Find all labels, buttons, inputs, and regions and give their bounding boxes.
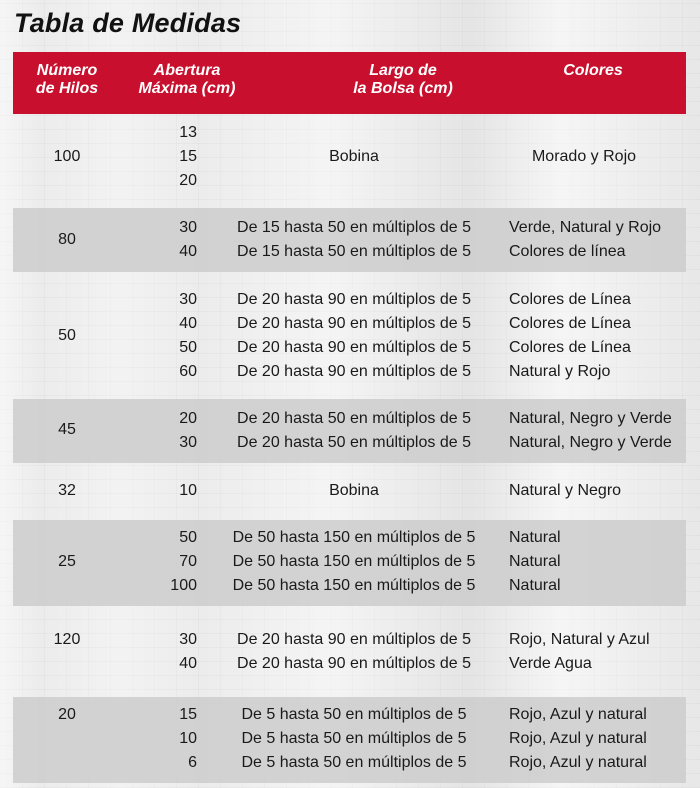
colores-cell: Colores de Línea (509, 339, 631, 356)
abertura-cell: 30 (179, 291, 197, 308)
abertura-cell: 6 (188, 754, 197, 771)
largo-cell: De 20 hasta 90 en múltiplos de 5 (237, 291, 471, 308)
colores-cell: Morado y Rojo (531, 148, 637, 165)
colores-cell: Natural y Rojo (509, 363, 611, 380)
largo-cell: De 5 hasta 50 en múltiplos de 5 (241, 706, 467, 723)
largo-cell: De 20 hasta 90 en múltiplos de 5 (237, 339, 471, 356)
colores-cell: Colores de Línea (509, 315, 631, 332)
colores-cell: Verde Agua (509, 655, 592, 672)
hilos-cell: 100 (53, 148, 81, 165)
header-numero-de-hilos: Número de Hilos (35, 62, 99, 97)
table-row (13, 288, 686, 312)
colores-cell: Rojo, Natural y Azul (509, 631, 650, 648)
table-row (13, 727, 686, 751)
table-row (13, 652, 686, 676)
table-row (13, 336, 686, 360)
table-row (13, 360, 686, 384)
colores-cell: Natural (509, 529, 561, 546)
table-row (13, 312, 686, 336)
table-row (13, 751, 686, 775)
header-abertura-maxima: Abertura Máxima (cm) (138, 62, 236, 97)
hilos-cell: 25 (58, 553, 76, 570)
table-group-20 (13, 697, 686, 783)
largo-cell: De 15 hasta 50 en múltiplos de 5 (237, 219, 471, 236)
abertura-cell: 13 (179, 124, 197, 141)
table-header (13, 52, 686, 114)
largo-cell: De 20 hasta 90 en múltiplos de 5 (237, 363, 471, 380)
abertura-cell: 20 (179, 172, 197, 189)
abertura-cell: 15 (179, 148, 197, 165)
colores-cell: Natural, Negro y Verde (509, 410, 672, 427)
largo-cell: De 15 hasta 50 en múltiplos de 5 (237, 243, 471, 260)
colores-cell: Natural, Negro y Verde (509, 434, 672, 451)
largo-cell: De 20 hasta 90 en múltiplos de 5 (237, 655, 471, 672)
abertura-cell: 60 (179, 363, 197, 380)
largo-cell: De 20 hasta 90 en múltiplos de 5 (237, 631, 471, 648)
hilos-cell: 20 (58, 706, 76, 723)
colores-cell: Natural y Negro (509, 482, 622, 499)
abertura-cell: 10 (179, 730, 197, 747)
largo-cell: De 50 hasta 150 en múltiplos de 5 (232, 553, 476, 570)
abertura-cell: 20 (179, 410, 197, 427)
largo-cell: De 5 hasta 50 en múltiplos de 5 (241, 754, 467, 771)
colores-cell: Rojo, Azul y natural (509, 706, 647, 723)
colores-cell: Natural (509, 553, 561, 570)
abertura-cell: 50 (179, 529, 197, 546)
table-row (13, 526, 686, 550)
table-row (13, 479, 686, 503)
table-row (13, 216, 686, 240)
abertura-cell: 40 (179, 655, 197, 672)
table-row (13, 628, 686, 652)
table-group-100 (13, 120, 686, 194)
colores-cell: Rojo, Azul y natural (509, 754, 647, 771)
header-largo-de-la-bolsa: Largo de la Bolsa (cm) (353, 62, 453, 97)
table-row (13, 574, 686, 598)
table-group-50 (13, 286, 686, 386)
hilos-cell: 120 (53, 631, 81, 648)
abertura-cell: 10 (179, 482, 197, 499)
table-row (13, 550, 686, 574)
largo-cell: De 5 hasta 50 en múltiplos de 5 (241, 730, 467, 747)
table-group-45 (13, 399, 686, 463)
abertura-cell: 15 (179, 706, 197, 723)
abertura-cell: 30 (179, 434, 197, 451)
abertura-cell: 40 (179, 243, 197, 260)
largo-cell: Bobina (329, 482, 379, 499)
page-title: Tabla de Medidas (14, 8, 242, 38)
table-group-80 (13, 208, 686, 272)
abertura-cell: 100 (170, 577, 197, 594)
largo-cell: Bobina (329, 148, 379, 165)
abertura-cell: 40 (179, 315, 197, 332)
table-row (13, 407, 686, 431)
abertura-cell: 30 (179, 219, 197, 236)
largo-cell: De 20 hasta 50 en múltiplos de 5 (237, 434, 471, 451)
table-row (13, 240, 686, 264)
colores-cell: Colores de Línea (509, 291, 631, 308)
hilos-cell: 80 (58, 231, 76, 248)
table-group-25 (13, 520, 686, 606)
header-colores: Colores (563, 62, 623, 79)
abertura-cell: 70 (179, 553, 197, 570)
largo-cell: De 50 hasta 150 en múltiplos de 5 (232, 577, 476, 594)
table-group-120 (13, 620, 686, 684)
colores-cell: Colores de línea (509, 243, 626, 260)
table-group-32 (13, 476, 686, 508)
abertura-cell: 30 (179, 631, 197, 648)
hilos-cell: 32 (58, 482, 76, 499)
colores-cell: Rojo, Azul y natural (509, 730, 647, 747)
colores-cell: Verde, Natural y Rojo (509, 219, 662, 236)
table-row (13, 703, 686, 727)
colores-cell: Natural (509, 577, 561, 594)
largo-cell: De 20 hasta 50 en múltiplos de 5 (237, 410, 471, 427)
largo-cell: De 50 hasta 150 en múltiplos de 5 (232, 529, 476, 546)
hilos-cell: 45 (58, 421, 76, 438)
largo-cell: De 20 hasta 90 en múltiplos de 5 (237, 315, 471, 332)
table-row (13, 431, 686, 455)
hilos-cell: 50 (58, 327, 76, 344)
abertura-cell: 50 (179, 339, 197, 356)
